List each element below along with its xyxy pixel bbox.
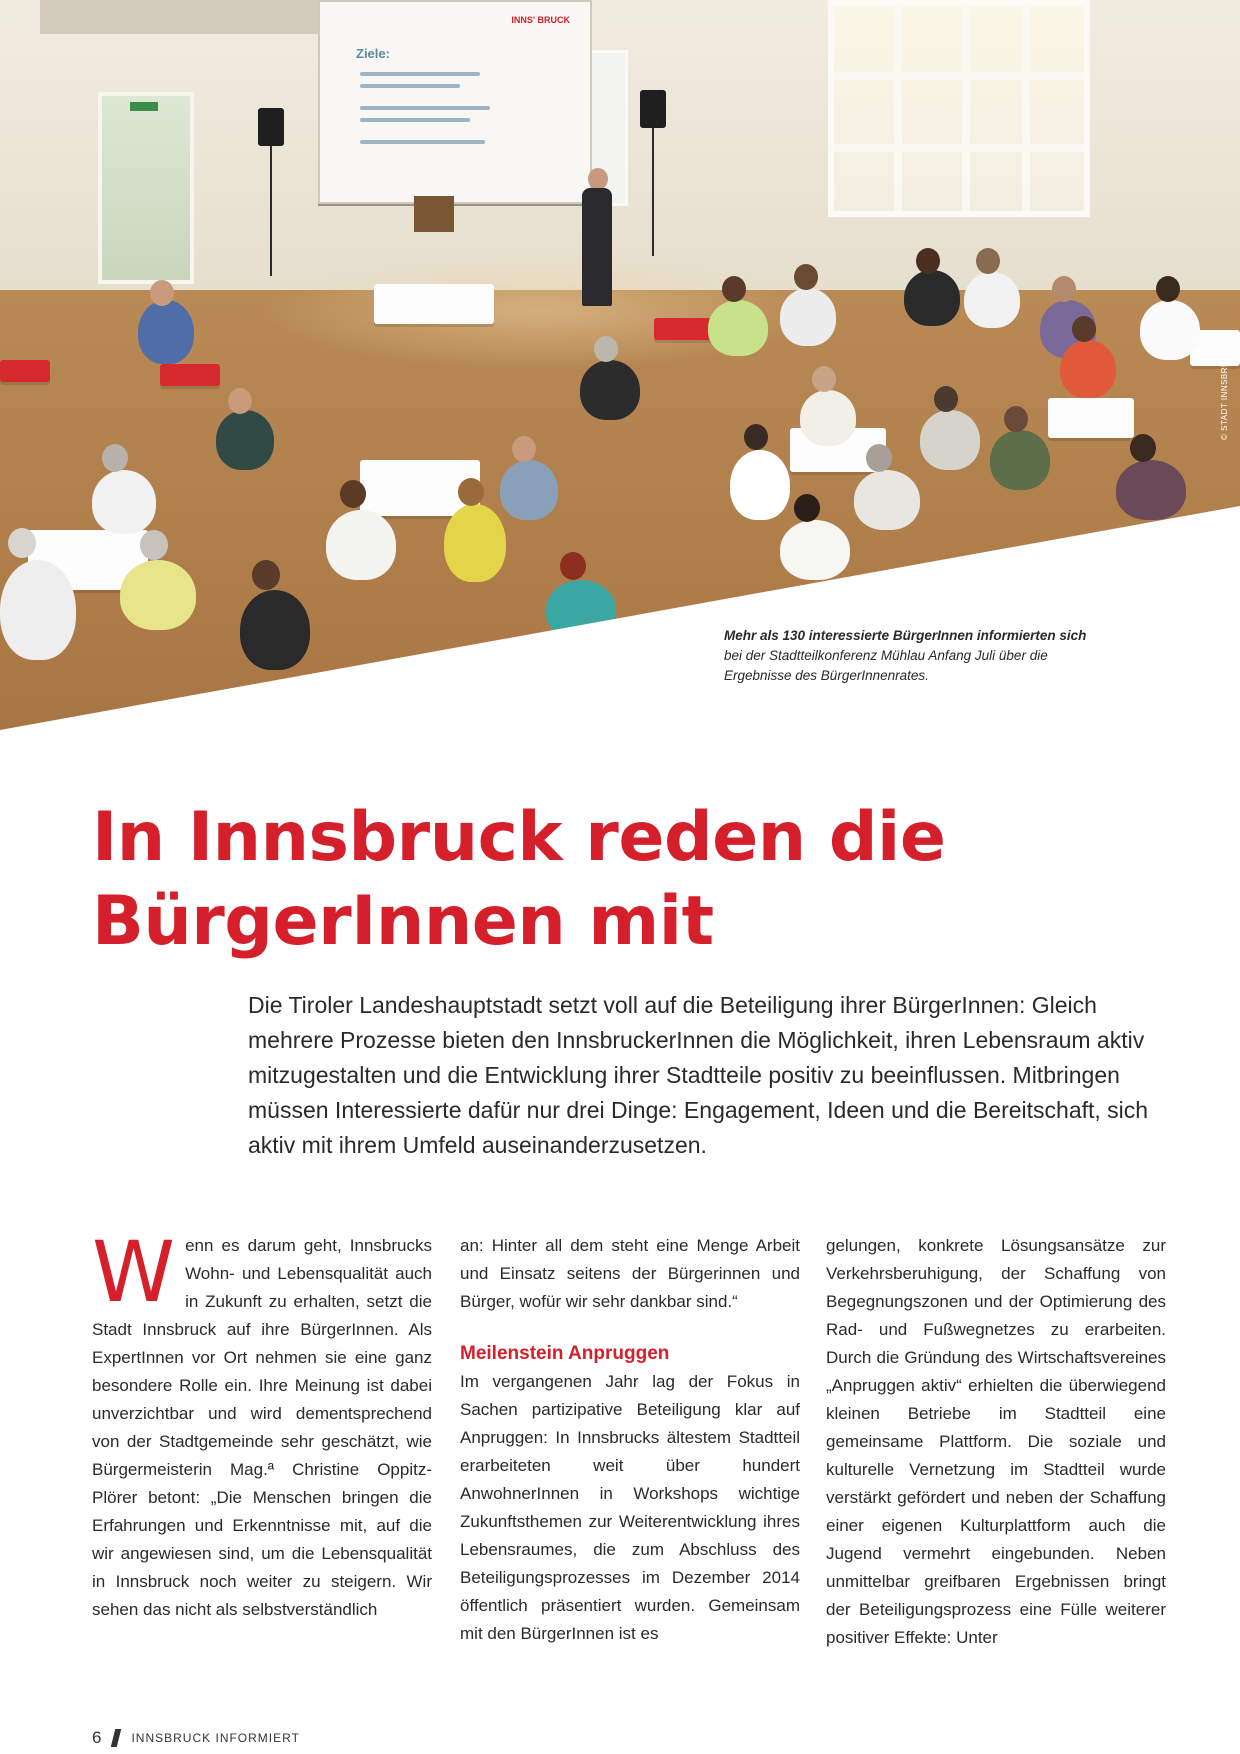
speaker-stand: [652, 128, 654, 256]
screen-text-line: [360, 118, 470, 122]
audience-head: [228, 388, 252, 414]
article-lead: Die Tiroler Landeshauptstadt setzt voll auf die Beteiligung ihrer BürgerInnen: Gleich mehrere Prozesse bieten den InnsbruckerInnen die Möglichkeit, ihren Lebensraum aktiv mitzugestalten und die Entwicklung ihrer Stadtteile positiv zu beeinflussen. Mitbringen müssen Interessierte dafür nur drei Dinge: Engagement, Ideen und die Bereitschaft, sich aktiv mit ihrem Umfeld auseinanderzusetzen.: [248, 992, 1149, 1158]
audience-head: [1130, 434, 1156, 462]
body-column-2: [460, 1232, 800, 1648]
audience-member: [138, 300, 194, 364]
audience-head: [594, 336, 618, 362]
audience-head: [102, 444, 128, 472]
window-right: [828, 0, 1090, 217]
audience-member: [904, 270, 960, 326]
audience-head: [976, 248, 1000, 274]
equipment-case: [414, 196, 454, 232]
page-number: 6: [92, 1728, 102, 1747]
audience-member: [780, 288, 836, 346]
audience-member: [730, 450, 790, 520]
audience-head: [916, 248, 940, 274]
audience-head: [340, 480, 366, 508]
audience-member: [1140, 300, 1200, 360]
audience-head: [458, 478, 484, 506]
audience-member: [854, 470, 920, 530]
page-footer: [92, 1728, 300, 1748]
presenter: [588, 168, 608, 190]
body-column-3: [826, 1232, 1166, 1652]
audience-member: [920, 410, 980, 470]
white-table: [1048, 398, 1134, 438]
audience-head: [744, 424, 768, 450]
audience-head: [934, 386, 958, 412]
audience-member: [500, 460, 558, 520]
audience-head: [560, 552, 586, 580]
audience-head: [794, 494, 820, 522]
audience-head: [252, 560, 280, 590]
publication-name: INNSBRUCK INFORMIERT: [131, 1731, 300, 1745]
audience-head: [1052, 276, 1076, 302]
photo-credit: © STADT INNSBRUCK: [1220, 348, 1229, 440]
column-1-text: enn es darum geht, Innsbrucks Wohn- und Lebensqualität auch in Zukunft zu erhalten, setzt die Stadt Innsbruck auf ihre BürgerInnen. Als ExpertInnen vor Ort nehmen sie eine ganz besondere Rolle ein. Ihre Meinung ist dabei unverzichtbar und wird dementsprechend von der Stadtgemeinde sehr geschätzt, wie Bürgermeisterin Mag.ª Christine Oppitz-Plörer betont: „Die Menschen bringen die Erfahrungen und Erkenntnisse mit, auf die wir angewiesen sind, um die Lebensqualität in Innsbruck noch weiter zu steigern. Wir sehen das nicht als selbstverständlich: [92, 1236, 432, 1619]
red-table: [160, 364, 220, 386]
audience-member: [92, 470, 156, 534]
audience-member: [580, 360, 640, 420]
article-headline: [92, 796, 1152, 964]
presenter-body: [582, 188, 612, 306]
audience-head: [512, 436, 536, 462]
caption-bold: Mehr als 130 interessierte BürgerInnen informierten sich: [724, 628, 1087, 643]
audience-head: [1072, 316, 1096, 342]
drop-cap: W: [92, 1223, 176, 1321]
caption-text: bei der Stadtteilkonferenz Mühlau Anfang Juli über die Ergebnisse des BürgerInnenrates.: [724, 648, 1048, 683]
audience-member: [708, 300, 768, 356]
projector-table: [374, 284, 494, 324]
audience-member: [216, 410, 274, 470]
footer-slash: [111, 1729, 121, 1747]
glass-door: [98, 92, 194, 284]
screen-logo: INNS' BRUCK: [511, 15, 570, 25]
audience-member: [800, 390, 856, 446]
audience-head: [150, 280, 174, 306]
screen-title: Ziele:: [356, 46, 390, 61]
photo-caption: [724, 626, 1104, 686]
audience-head: [8, 528, 36, 558]
section-subheading: Meilenstein Anpruggen: [460, 1343, 670, 1364]
body-column-1: [92, 1223, 432, 1624]
audience-head: [794, 264, 818, 290]
audience-member: [326, 510, 396, 580]
audience-member: [240, 590, 310, 670]
column-2-intro: an: Hinter all dem steht eine Menge Arbeit und Einsatz seitens der Bürgerinnen und Bürger, wofür wir sehr dankbar sind.“: [460, 1236, 800, 1311]
audience-head: [722, 276, 746, 302]
audience-member: [444, 504, 506, 582]
projection-screen: [318, 0, 592, 204]
red-table: [654, 318, 714, 340]
exit-sign: [130, 102, 158, 111]
screen-text-line: [360, 140, 485, 144]
red-table: [0, 360, 50, 382]
audience-member: [1116, 460, 1186, 520]
audience-head: [1004, 406, 1028, 432]
column-3-text: gelungen, konkrete Lösungsansätze zur Verkehrsberuhigung, der Schaffung von Begegnungszonen und der Optimierung des Rad- und Fußwegnetzes zu erarbeiten. Durch die Gründung des Wirtschaftsvereines „Anpruggen aktiv“ erhielten die überwiegend kleinen Betriebe im Stadtteil eine gemeinsame Plattform. Die soziale und kulturelle Vernetzung im Stadtteil wurde verstärkt gefördert und neben der Schaffung einer eigenen Kulturplattform auch die Jugend vermehrt eingebunden. Neben unmittelbar greifbaren Ergebnissen bringt der Beteiligungsprozess eine Fülle weiterer positiver Effekte: Unter: [826, 1236, 1166, 1647]
audience-member: [120, 560, 196, 630]
loudspeaker: [640, 90, 666, 128]
audience-head: [866, 444, 892, 472]
screen-text-line: [360, 84, 460, 88]
screen-text-line: [360, 72, 480, 76]
hero-photo: [0, 0, 1240, 730]
audience-head: [140, 530, 168, 560]
audience-member: [1060, 340, 1116, 398]
audience-head: [812, 366, 836, 392]
screen-text-line: [360, 106, 490, 110]
audience-member: [964, 272, 1020, 328]
audience-head: [1156, 276, 1180, 302]
audience-member: [0, 560, 76, 660]
loudspeaker: [258, 108, 284, 146]
column-2-text: Im vergangenen Jahr lag der Fokus in Sachen partizipative Beteiligung klar auf Anpruggen: In Innsbrucks ältestem Stadtteil erarbeiteten weit über hundert AnwohnerInnen in Workshops wichtige Zukunftsthemen zur Weiterentwicklung ihres Lebensraumes, die zum Abschluss des Beteiligungsprozesses im Dezember 2014 öffentlich präsentiert wurden. Gemeinsam mit den BürgerInnen ist es: [460, 1372, 800, 1643]
headline-line-2: BürgerInnen mit: [92, 882, 714, 961]
audience-member: [990, 430, 1050, 490]
audience-member: [780, 520, 850, 580]
headline-line-1: In Innsbruck reden die: [92, 798, 946, 877]
